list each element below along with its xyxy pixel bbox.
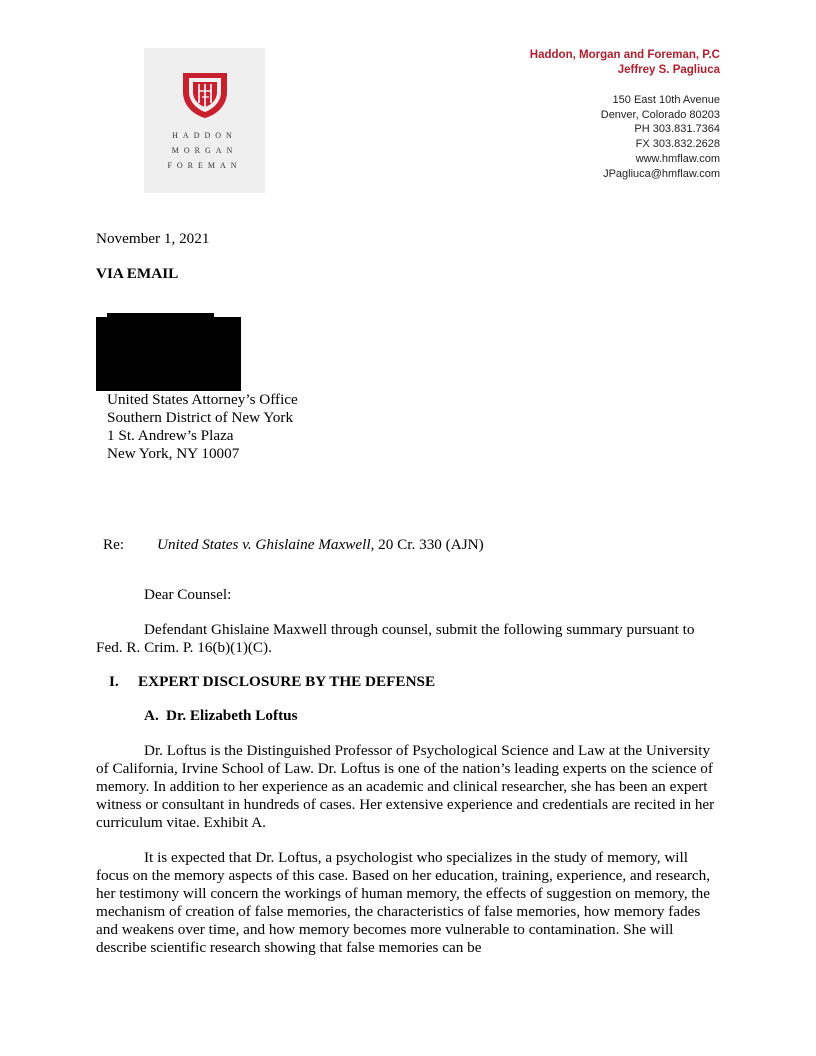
email-address: JPagliuca@hmflaw.com [603, 167, 720, 180]
address-line-2: Denver, Colorado 80203 [600, 108, 720, 121]
subsection-title: Dr. Elizabeth Loftus [166, 707, 298, 724]
website: www.hmflaw.com [635, 152, 720, 165]
salutation: Dear Counsel: [144, 586, 232, 603]
body-paragraph-2: It is expected that Dr. Loftus, a psychologist who specializes in the study of memory, will focus on the memory aspects of this case. Based on her education, training, experience, and research, her testimony will concern the workings of human memory, the effects of suggestion on memory, the mechanism of creation of false memories, the characteristics of false memories, how memory fades and weakens over time, and how memory becomes more vulnerable to contamination. She will describe scientific research showing that false memories can be [96, 849, 711, 956]
case-name: United States v. Ghislaine Maxwell [157, 536, 371, 553]
logo-word-2: MORGAN [171, 146, 238, 155]
recipient-line-2: Southern District of New York [107, 409, 294, 426]
phone-number: PH 303.831.7364 [634, 123, 720, 136]
logo-wordmark [144, 128, 265, 173]
letter-date: November 1, 2021 [96, 230, 210, 247]
recipient-line-4: New York, NY 10007 [107, 445, 240, 462]
intro-paragraph: Defendant Ghislaine Maxwell through counsel, submit the following summary pursuant to Fed. R. Crim. P. 16(b)(1)(C). [96, 621, 695, 656]
fax-number: FX 303.832.2628 [635, 138, 720, 151]
shield-logo-icon [180, 70, 230, 120]
re-case [157, 536, 484, 554]
firm-logo [144, 48, 265, 193]
firm-name: Haddon, Morgan and Foreman, P.C [529, 49, 720, 61]
body-paragraph-1: Dr. Loftus is the Distinguished Professor of Psychological Science and Law at the University of California, Irvine School of Law. Dr. Loftus is one of the nation’s leading experts on the science of memory. In addition to her experience as an academic and clinical researcher, she has been an expert witness or consultant in hundreds of cases. Her extensive experience and credentials are recited in her curriculum vitae. Exhibit A. [96, 742, 715, 831]
case-number: , 20 Cr. 330 (AJN) [370, 536, 484, 553]
redaction-block [96, 317, 241, 391]
delivery-method: VIA EMAIL [96, 265, 179, 282]
recipient-line-1: United States Attorney’s Office [107, 391, 298, 408]
logo-word-3: FOREMAN [167, 161, 242, 170]
subsection-letter: A. [144, 707, 159, 724]
section-title: EXPERT DISCLOSURE BY THE DEFENSE [138, 673, 436, 690]
address-line-1: 150 East 10th Avenue [612, 94, 720, 106]
recipient-line-3: 1 St. Andrew’s Plaza [107, 427, 234, 444]
logo-word-1: HADDON [172, 131, 237, 140]
attorney-name: Jeffrey S. Pagliuca [617, 64, 720, 76]
letterhead [530, 48, 720, 181]
section-number: I. [109, 673, 119, 690]
re-label: Re: [103, 536, 125, 553]
